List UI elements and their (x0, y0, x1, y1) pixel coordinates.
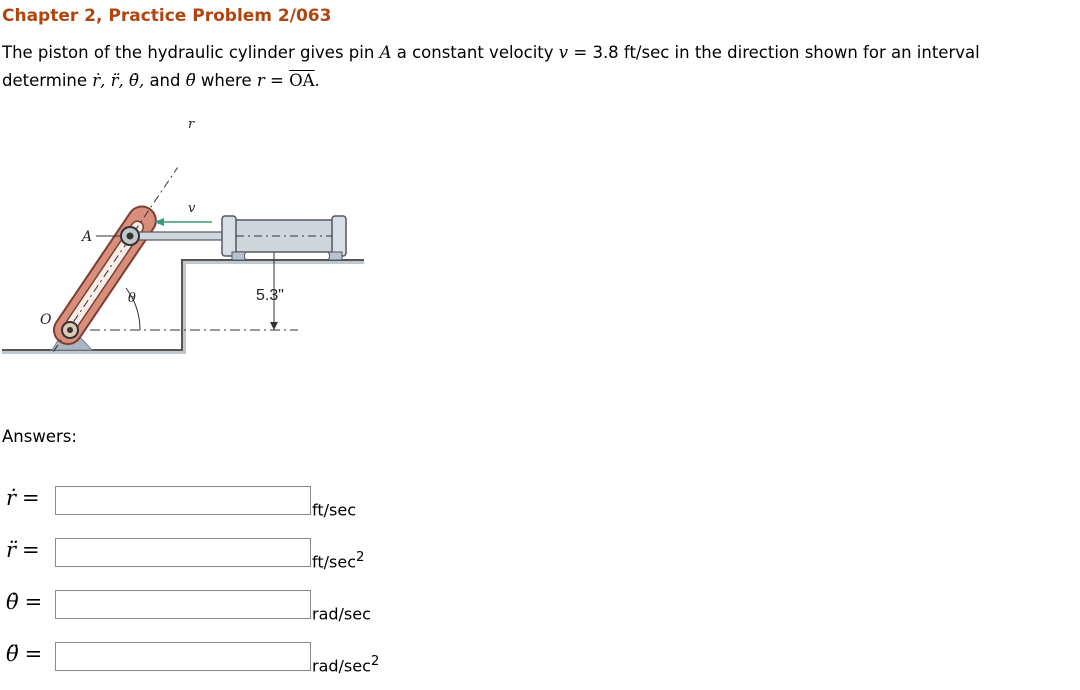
r-dot-input[interactable] (55, 486, 311, 515)
symbol-text: ṙ (6, 486, 17, 510)
mechanism-figure (2, 112, 370, 374)
problem-line-2 (2, 67, 1080, 95)
answer-symbol (6, 538, 40, 562)
cylinder-cap-left (222, 216, 236, 256)
math-derivatives: ṙ, r̈, θ̇, (92, 71, 145, 90)
answer-symbol (6, 590, 42, 614)
unit-exponent: 2 (370, 654, 380, 669)
math-theta-ddot: θ̈ (185, 71, 196, 90)
label-a: A (82, 229, 93, 245)
unit-label (312, 498, 356, 519)
answer-symbol (6, 642, 42, 666)
unit-exponent: 2 (356, 550, 365, 565)
problem-text: a constant velocity (391, 43, 559, 62)
equals-sign: = (22, 486, 40, 510)
period: . (314, 71, 320, 90)
equals-sign: = (24, 642, 43, 666)
var-v: v (558, 43, 569, 62)
problem-text: and (144, 71, 186, 90)
problem-text: The piston of the hydraulic cylinder gives pin (2, 43, 380, 62)
cylinder-mount-right (328, 252, 342, 260)
equals-sign: = (22, 538, 40, 562)
symbol-text: θ̇ (6, 590, 19, 614)
problem-title: Chapter 2, Practice Problem 2/063 (2, 6, 332, 26)
unit-text: ft/sec (312, 500, 356, 520)
var-a: A (379, 43, 392, 62)
label-o: O (40, 312, 52, 328)
segment-oa: $\overline{OA}$ (289, 71, 315, 90)
cylinder-cap-right (332, 216, 346, 256)
problem-text: = 3.8 ft/sec in the direction shown for an interval (568, 43, 980, 62)
problem-statement (2, 39, 1080, 95)
equals-sign: = (24, 590, 43, 614)
problem-line-1 (2, 39, 1080, 67)
problem-text: = (264, 71, 290, 90)
unit-label (312, 602, 371, 623)
unit-text: ft/sec (312, 552, 356, 572)
unit-text: rad/sec (312, 656, 371, 676)
answers-label: Answers: (2, 427, 77, 446)
label-v: v (188, 201, 196, 216)
unit-text: rad/sec (312, 604, 371, 624)
var-r: r (256, 71, 265, 90)
unit-label (312, 550, 364, 571)
dimension-label: 5.3" (256, 287, 284, 304)
problem-text: where (195, 71, 257, 90)
theta-ddot-input[interactable] (55, 642, 311, 671)
pin-a-center (127, 233, 134, 240)
label-theta: θ (128, 291, 136, 306)
unit-label (312, 654, 379, 675)
piston-rod (128, 232, 226, 240)
cylinder-mount-left (232, 252, 246, 260)
theta-dot-input[interactable] (55, 590, 311, 619)
dimension-arrow (270, 322, 278, 330)
answer-symbol (6, 486, 40, 510)
problem-text: determine (2, 71, 93, 90)
pivot-o-center (67, 327, 73, 333)
symbol-text: r̈ (6, 538, 17, 562)
r-ddot-input[interactable] (55, 538, 311, 567)
label-r: r (188, 117, 195, 132)
symbol-text: θ̈ (6, 642, 19, 666)
